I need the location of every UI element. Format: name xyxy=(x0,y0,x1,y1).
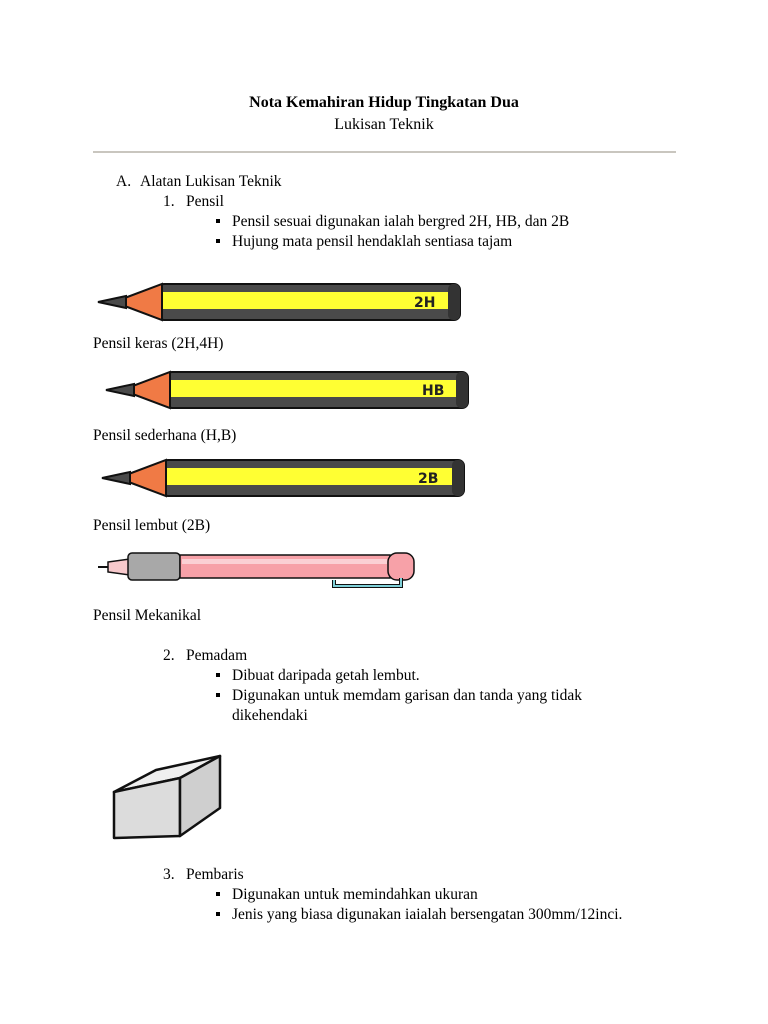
bullet-text: Digunakan untuk memdam garisan dan tanda yang tidak xyxy=(232,687,582,704)
bullet-icon xyxy=(216,219,220,223)
pencil-hb-illustration xyxy=(104,370,474,410)
bullet-icon xyxy=(216,892,220,896)
item-heading: Pensil xyxy=(186,193,224,210)
item-number: 1. xyxy=(163,193,175,210)
mechanical-pencil-illustration xyxy=(96,550,421,594)
pencil-grade-label: 2B xyxy=(418,471,439,487)
pencil-grade-label: 2H xyxy=(414,295,436,311)
bullet-text: Hujung mata pensil hendaklah sentiasa tajam xyxy=(232,233,513,250)
page-title: Nota Kemahiran Hidup Tingkatan Dua xyxy=(249,94,519,111)
header-divider xyxy=(93,151,676,153)
pencil-caption: Pensil keras (2H,4H) xyxy=(93,335,224,352)
pencil-2h-illustration xyxy=(96,282,466,322)
bullet-icon xyxy=(216,693,220,697)
bullet-text-continued: dikehendaki xyxy=(232,707,308,724)
bullet-icon xyxy=(216,239,220,243)
item-number: 3. xyxy=(163,866,175,883)
bullet-text: Dibuat daripada getah lembut. xyxy=(232,667,420,684)
pencil-caption: Pensil sederhana (H,B) xyxy=(93,427,237,444)
item-heading: Pembaris xyxy=(186,866,244,883)
mechanical-caption: Pensil Mekanikal xyxy=(93,607,202,624)
bullet-text: Pensil sesuai digunakan ialah bergred 2H, HB, dan 2B xyxy=(232,213,570,230)
bullet-text: Digunakan untuk memindahkan ukuran xyxy=(232,886,478,903)
bullet-icon xyxy=(216,673,220,677)
section-heading: Alatan Lukisan Teknik xyxy=(140,173,282,190)
page-subtitle: Lukisan Teknik xyxy=(334,116,434,133)
item-heading: Pemadam xyxy=(186,647,248,664)
pencil-2b-illustration xyxy=(100,458,470,498)
pencil-caption: Pensil lembut (2B) xyxy=(93,517,211,534)
bullet-icon xyxy=(216,912,220,916)
section-marker: A. xyxy=(116,173,132,190)
pencil-grade-label: HB xyxy=(422,383,445,399)
item-number: 2. xyxy=(163,647,175,664)
eraser-illustration xyxy=(108,748,226,844)
bullet-text: Jenis yang biasa digunakan iaialah bersengatan 300mm/12inci. xyxy=(232,906,623,923)
